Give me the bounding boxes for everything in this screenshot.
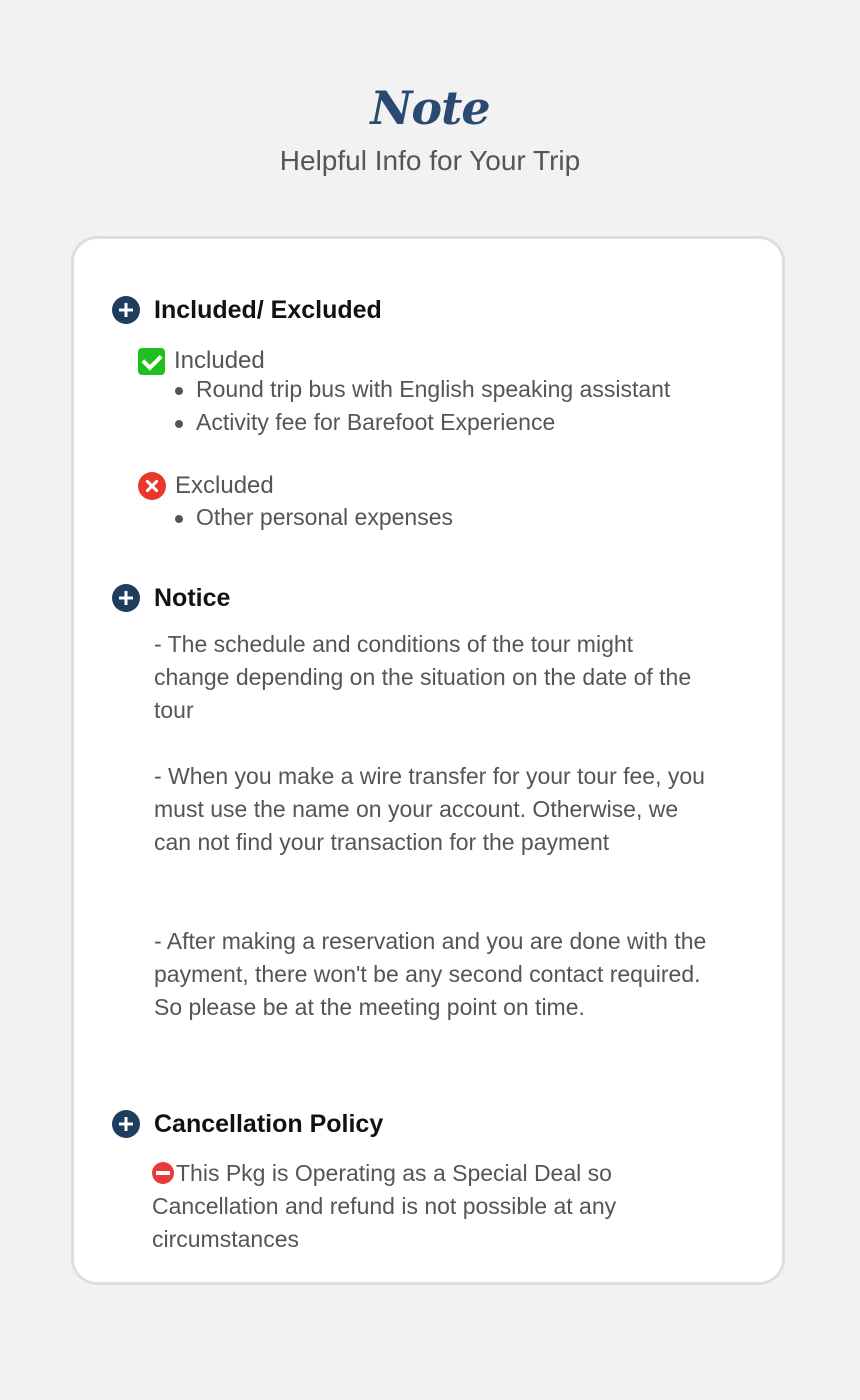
list-item: Round trip bus with English speaking assistant: [174, 373, 670, 406]
section-title: Notice: [154, 583, 231, 612]
included-label: Included: [174, 347, 265, 374]
section-title: Cancellation Policy: [154, 1109, 384, 1138]
notice-paragraph: - When you make a wire transfer for your tour fee, you must use the name on your account. Otherwise, we can not find your transaction for the payment: [154, 763, 705, 855]
cancellation-text-body: This Pkg is Operating as a Special Deal so Cancellation and refund is not possible at any circumstances: [152, 1160, 617, 1252]
included-header: [138, 346, 265, 376]
plus-circle-icon[interactable]: [112, 296, 140, 324]
section-title: Included/ Excluded: [154, 295, 382, 324]
list-item: Other personal expenses: [174, 501, 453, 534]
no-entry-icon: [152, 1162, 174, 1184]
list-item: Activity fee for Barefoot Experience: [174, 406, 670, 439]
excluded-header: [138, 471, 274, 501]
notice-paragraph: - The schedule and conditions of the tour might change depending on the situation on the date of the tour: [154, 631, 692, 723]
cancellation-text: [152, 1157, 712, 1256]
notice-paragraph: - After making a reservation and you are done with the payment, there won't be any second contact required. So please be at the meeting point on time.: [154, 928, 707, 1020]
section-header-cancellation[interactable]: [112, 1108, 383, 1140]
page-subtitle: Helpful Info for Your Trip: [279, 145, 581, 176]
plus-circle-icon[interactable]: [112, 1110, 140, 1138]
page-title: Note: [370, 81, 490, 135]
plus-circle-icon[interactable]: [112, 584, 140, 612]
section-header-included-excluded[interactable]: [112, 294, 382, 326]
included-list: [174, 373, 670, 439]
excluded-label: Excluded: [175, 472, 274, 499]
check-box-icon: [138, 348, 165, 375]
page-header: [0, 78, 860, 178]
x-circle-icon: [138, 472, 166, 500]
excluded-list: [174, 501, 453, 534]
info-card: [71, 236, 785, 1285]
section-header-notice[interactable]: [112, 582, 230, 614]
